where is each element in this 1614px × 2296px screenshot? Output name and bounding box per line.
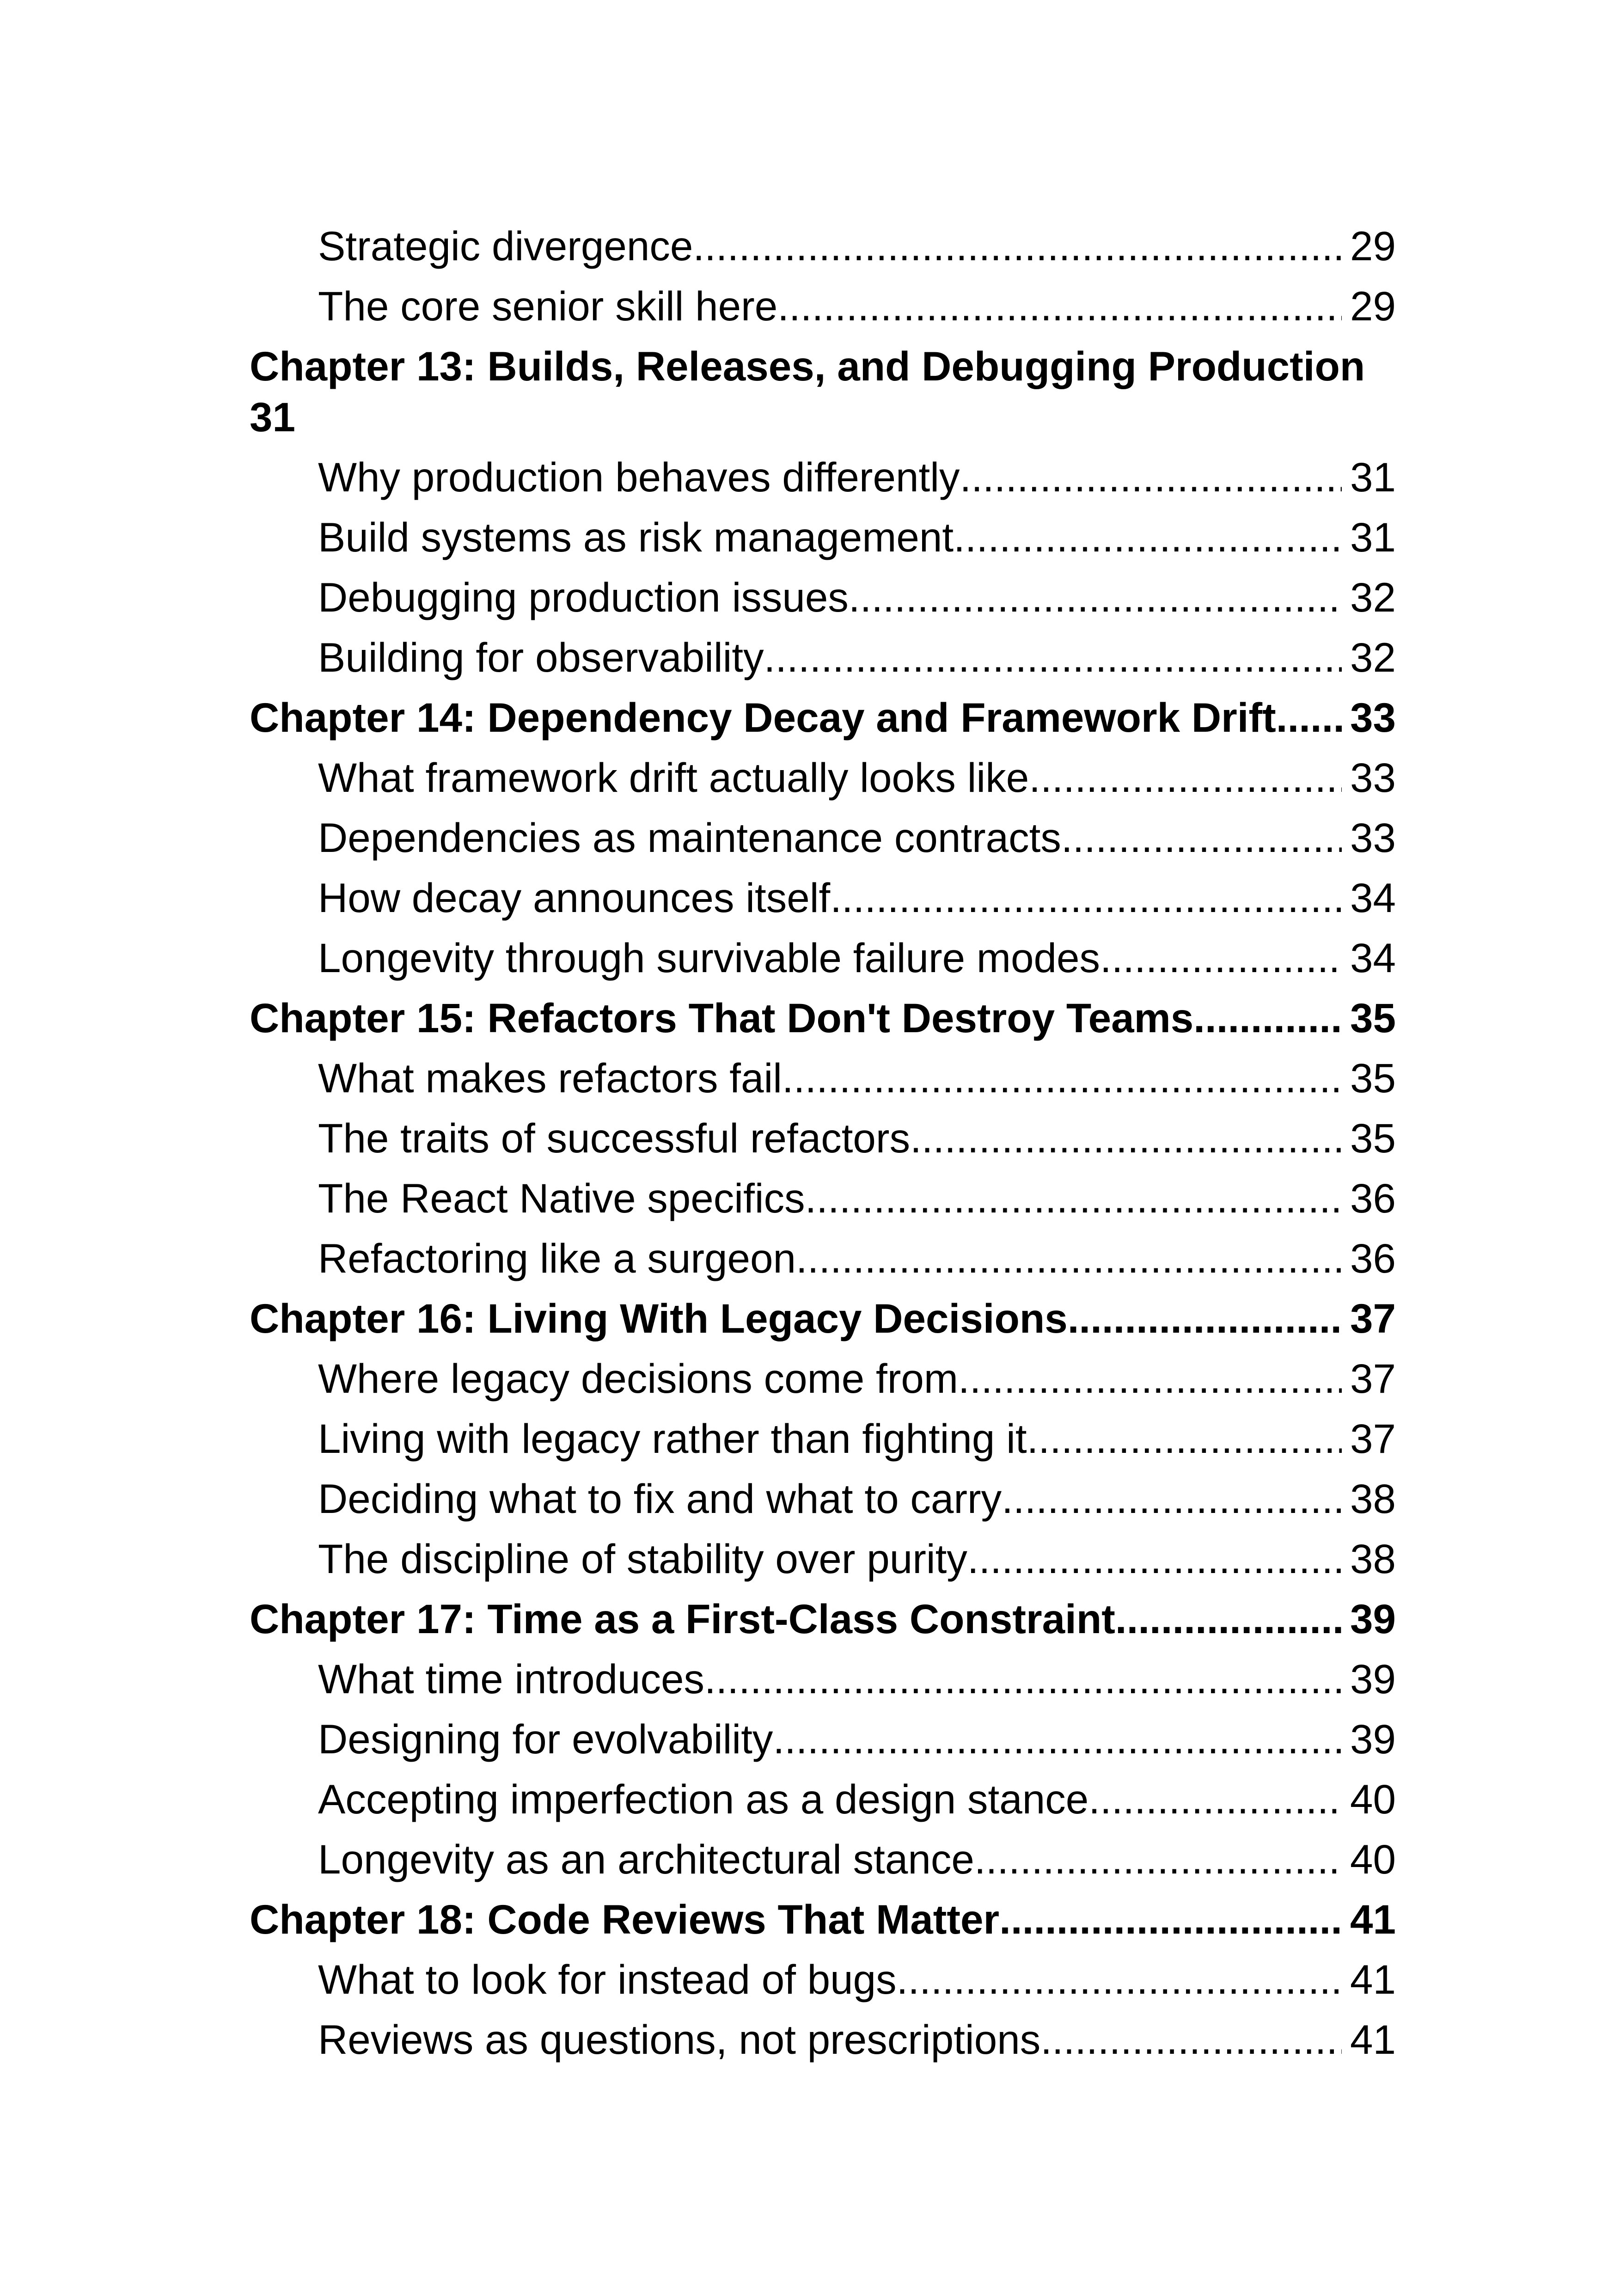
toc-entry-title: Why production behaves differently [318, 454, 960, 500]
toc-chapter-entry[interactable] [250, 1288, 1396, 1348]
toc-section-entry[interactable] [250, 1769, 1396, 1829]
toc-chapter-entry[interactable] [250, 687, 1396, 747]
toc-dot-leader [910, 1108, 1342, 1168]
toc-section-entry[interactable] [250, 1829, 1396, 1889]
toc-entry-title: The core senior skill here [318, 283, 778, 329]
toc-dot-leader [764, 627, 1342, 687]
toc-page-number: 33 [1350, 694, 1396, 741]
toc-page-number: 40 [1350, 1836, 1396, 1882]
toc-entry-title: Building for observability [318, 634, 764, 680]
toc-dot-leader [849, 567, 1342, 627]
toc-page-number: 31 [250, 394, 295, 440]
toc-section-entry[interactable] [250, 928, 1396, 988]
toc-dot-leader [1088, 1769, 1342, 1829]
toc-dot-leader [830, 868, 1342, 928]
toc-entry-title: Designing for evolvability [318, 1716, 773, 1762]
toc-section-entry[interactable] [250, 1649, 1396, 1709]
toc-entry-title: Longevity as an architectural stance [318, 1836, 974, 1882]
toc-entry-title: Longevity through survivable failure modes [318, 935, 1100, 981]
toc-page-number: 34 [1350, 875, 1396, 921]
toc-page-number: 29 [1350, 223, 1396, 269]
toc-chapter-entry[interactable] [250, 1889, 1396, 1949]
toc-dot-leader [897, 1949, 1342, 2009]
toc-chapter-entry[interactable] [250, 1589, 1396, 1649]
toc-page-number: 38 [1350, 1536, 1396, 1582]
toc-entry-title: Chapter 14: Dependency Decay and Framework Drift [250, 694, 1276, 741]
toc-page-number: 35 [1350, 995, 1396, 1041]
toc-entry-title: Deciding what to fix and what to carry [318, 1476, 1002, 1522]
toc-page-number: 39 [1350, 1596, 1396, 1642]
toc-section-entry[interactable] [250, 627, 1396, 687]
toc-page-number: 39 [1350, 1656, 1396, 1702]
toc-section-entry[interactable] [250, 507, 1396, 567]
toc-dot-leader [999, 1889, 1342, 1949]
toc-entry-title: Reviews as questions, not prescriptions [318, 2016, 1041, 2063]
toc-section-entry[interactable] [250, 1709, 1396, 1769]
toc-page-number: 39 [1350, 1716, 1396, 1762]
toc-dot-leader [958, 1348, 1342, 1408]
toc-entry-title: Strategic divergence [318, 223, 693, 269]
toc-page-number: 31 [1350, 454, 1396, 500]
toc-page-number: 35 [1350, 1115, 1396, 1161]
toc-section-entry[interactable] [250, 747, 1396, 808]
toc-page-number: 40 [1350, 1776, 1396, 1822]
toc-page-number: 33 [1350, 754, 1396, 801]
toc-section-entry[interactable] [250, 1469, 1396, 1529]
toc-page-number: 37 [1350, 1355, 1396, 1402]
toc-dot-leader [693, 216, 1342, 276]
toc-entry-title: The traits of successful refactors [318, 1115, 911, 1161]
toc-section-entry[interactable] [250, 567, 1396, 627]
toc-entry-title: What framework drift actually looks like [318, 754, 1029, 801]
toc-page-number: 38 [1350, 1476, 1396, 1522]
toc-page-number: 29 [1350, 283, 1396, 329]
toc-section-entry[interactable] [250, 1048, 1396, 1108]
toc-entry-title: What makes refactors fail [318, 1055, 783, 1101]
toc-dot-leader [704, 1649, 1342, 1709]
toc-section-entry[interactable] [250, 1529, 1396, 1589]
toc-section-entry[interactable] [250, 2009, 1396, 2069]
toc-dot-leader [1029, 747, 1342, 808]
toc-dot-leader [1115, 1589, 1342, 1649]
toc-dot-leader [960, 447, 1342, 507]
toc-entry-title: How decay announces itself [318, 875, 831, 921]
toc-entry-title: Chapter 15: Refactors That Don't Destroy Teams [250, 995, 1194, 1041]
toc-entry-title: What to look for instead of bugs [318, 1956, 897, 2002]
toc-section-entry[interactable] [250, 1108, 1396, 1168]
toc-section-entry[interactable] [250, 808, 1396, 868]
toc-entry-title: Chapter 17: Time as a First-Class Constraint [250, 1596, 1115, 1642]
toc-dot-leader [1002, 1469, 1342, 1529]
toc-entry-title: Dependencies as maintenance contracts [318, 814, 1061, 861]
toc-page-number: 34 [1350, 935, 1396, 981]
toc-dot-leader [782, 1048, 1342, 1108]
toc-dot-leader [1276, 687, 1342, 747]
toc-dot-leader [1040, 2009, 1342, 2069]
toc-page-number: 32 [1350, 574, 1396, 620]
toc-dot-leader [974, 1829, 1342, 1889]
toc-entry-title: Where legacy decisions come from [318, 1355, 958, 1402]
table-of-contents [250, 216, 1396, 2069]
toc-page-number: 31 [1350, 514, 1396, 560]
toc-page-number: 32 [1350, 634, 1396, 680]
toc-section-entry[interactable] [250, 216, 1396, 276]
toc-entry-title: Build systems as risk management [318, 514, 954, 560]
toc-page-number: 36 [1350, 1175, 1396, 1221]
toc-dot-leader [954, 507, 1342, 567]
toc-entry-title: Debugging production issues [318, 574, 849, 620]
toc-dot-leader [796, 1228, 1342, 1288]
toc-page-number: 37 [1350, 1415, 1396, 1462]
toc-section-entry[interactable] [250, 447, 1396, 507]
toc-section-entry[interactable] [250, 1949, 1396, 2009]
toc-section-entry[interactable] [250, 1168, 1396, 1228]
toc-entry-title: Living with legacy rather than fighting it [318, 1415, 1027, 1462]
toc-entry-title: Chapter 18: Code Reviews That Matter [250, 1896, 1000, 1942]
toc-chapter-entry[interactable] [250, 988, 1396, 1048]
toc-dot-leader [777, 276, 1342, 336]
toc-entry-title: Accepting imperfection as a design stance [318, 1776, 1089, 1822]
toc-page-number: 41 [1350, 1896, 1396, 1942]
toc-section-entry[interactable] [250, 1228, 1396, 1288]
toc-entry-title: Chapter 16: Living With Legacy Decisions [250, 1295, 1068, 1341]
toc-entry-title: Refactoring like a surgeon [318, 1235, 796, 1281]
toc-section-entry[interactable] [250, 276, 1396, 336]
toc-dot-leader [1061, 808, 1342, 868]
toc-page-number: 41 [1350, 1956, 1396, 2002]
toc-section-entry[interactable] [250, 1408, 1396, 1469]
toc-chapter-entry[interactable] [250, 336, 1396, 447]
toc-dot-leader [967, 1529, 1342, 1589]
toc-dot-leader [805, 1168, 1342, 1228]
toc-page-number: 33 [1350, 814, 1396, 861]
toc-dot-leader [1068, 1288, 1342, 1348]
toc-dot-leader [773, 1709, 1342, 1769]
toc-page-number: 36 [1350, 1235, 1396, 1281]
toc-page-number: 37 [1350, 1295, 1396, 1341]
toc-section-entry[interactable] [250, 1348, 1396, 1408]
toc-dot-leader [1100, 928, 1342, 988]
toc-entry-title: The discipline of stability over purity [318, 1536, 967, 1582]
toc-entry-title: The React Native specifics [318, 1175, 805, 1221]
toc-page-number: 35 [1350, 1055, 1396, 1101]
toc-entry-title: Chapter 13: Builds, Releases, and Debugging Production [250, 343, 1365, 389]
toc-dot-leader [1027, 1408, 1342, 1469]
toc-entry-title: What time introduces [318, 1656, 704, 1702]
toc-section-entry[interactable] [250, 868, 1396, 928]
toc-dot-leader [1193, 988, 1342, 1048]
toc-page-number: 41 [1350, 2016, 1396, 2063]
